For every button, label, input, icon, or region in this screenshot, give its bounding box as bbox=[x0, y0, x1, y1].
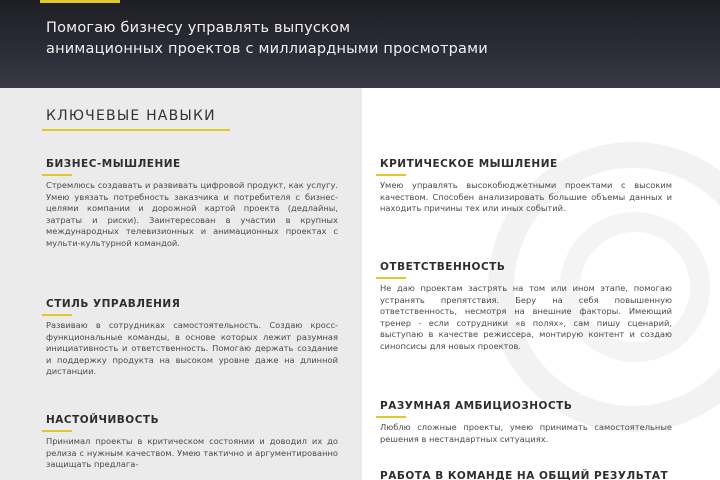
skill-title-critical-thinking: КРИТИЧЕСКОЕ МЫШЛЕНИЕ bbox=[380, 158, 558, 170]
skill-underline bbox=[42, 430, 72, 432]
skill-underline bbox=[42, 314, 72, 316]
tagline-line-1: Помогаю бизнесу управлять выпуском bbox=[46, 20, 351, 36]
skill-underline bbox=[376, 277, 406, 279]
skill-title-teamwork: РАБОТА В КОМАНДЕ НА ОБЩИЙ РЕЗУЛЬТАТ bbox=[380, 470, 669, 480]
skill-text-critical-thinking: Умею управлять высокобюджетными проектами с высоким качеством. Способен анализировать большие объемы данных и находить причины тех или иных событий. bbox=[380, 180, 672, 214]
skill-underline bbox=[376, 174, 406, 176]
resume-header bbox=[0, 0, 720, 88]
skill-underline bbox=[42, 174, 72, 176]
section-title-key-skills: КЛЮЧЕВЫЕ НАВЫКИ bbox=[46, 108, 216, 124]
skill-title-responsibility: ОТВЕТСТВЕННОСТЬ bbox=[380, 261, 506, 273]
skill-title-persistence: НАСТОЙЧИВОСТЬ bbox=[46, 414, 160, 426]
skill-text-management-style: Развиваю в сотрудниках самостоятельность. Создаю кросс-функциональные команды, в основе которых лежит разумная инициативность и ответственность. Помогаю держать создание и поддержку продукта на высоком уровне даже на длинной дистанции. bbox=[46, 320, 338, 377]
skill-title-management-style: СТИЛЬ УПРАВЛЕНИЯ bbox=[46, 298, 181, 310]
skill-title-reasonable-ambition: РАЗУМНАЯ АМБИЦИОЗНОСТЬ bbox=[380, 400, 573, 412]
header-accent-bar bbox=[40, 0, 120, 3]
skill-text-persistence: Принимал проекты в критическом состоянии и доводил их до релиза с нужным качеством. Умею тактично и аргументированно защищать предлага- bbox=[46, 436, 338, 470]
tagline-line-2: анимационных проектов с миллиардными просмотрами bbox=[46, 41, 488, 57]
skill-text-business-thinking: Стремлюсь создавать и развивать цифровой продукт, как услугу. Умею увязать потребность заказчика и потребителя с бизнес-целями компании и дорожной картой проекта (дедлайны, затраты и риски). Заинтересован в участии в крупных международных телевизионных и анимационных проектах с мульти-культурной командой. bbox=[46, 180, 338, 248]
section-title-underline bbox=[42, 129, 230, 131]
skill-text-responsibility: Не даю проектам застрять на том или ином этапе, помогаю устранять препятствия. Беру на себя повышенную ответственность, несмотря на внешние факторы. Имеющий тренер - если сотрудники «в полях», сам пишу сценарий, выступаю в качестве режиссера, монтирую контент и создаю синопсисы для новых проектов. bbox=[380, 283, 672, 351]
skill-title-business-thinking: БИЗНЕС-МЫШЛЕНИЕ bbox=[46, 158, 181, 170]
header-tagline bbox=[46, 18, 686, 60]
skill-underline bbox=[376, 416, 406, 418]
skill-text-reasonable-ambition: Люблю сложные проекты, умею принимать самостоятельные решения в нестандартных ситуациях. bbox=[380, 422, 672, 444]
